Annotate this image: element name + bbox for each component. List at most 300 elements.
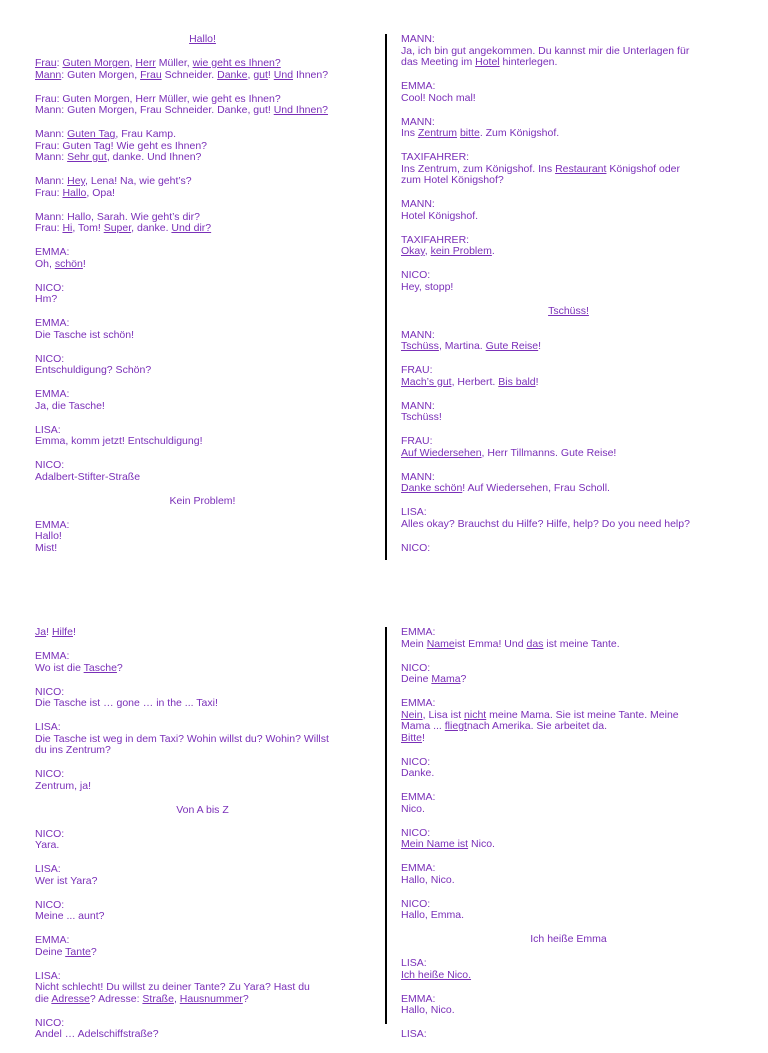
dialogue-block [35, 129, 370, 164]
dialogue-line [35, 330, 370, 342]
text-span: NICO: [35, 459, 65, 471]
text-span: EMMA: [401, 697, 436, 709]
dialogue-line [35, 745, 370, 757]
dialogue-line [401, 757, 736, 769]
vocab-link[interactable]: Danke schön [401, 482, 463, 494]
text-span: , Lena! Na, wie geht’s? [85, 175, 192, 187]
dialogue-block [35, 1018, 370, 1041]
text-span: ! [72, 626, 76, 638]
text-span: Frau: [35, 222, 63, 234]
text-span: : Guten Morgen, [61, 68, 141, 81]
text-span: MANN: [401, 33, 435, 45]
text-span: MANN: [401, 328, 435, 341]
dialogue-line [35, 283, 370, 295]
vocab-link[interactable]: schön [54, 257, 83, 270]
dialogue-block [401, 1029, 736, 1041]
text-span: Danke. [401, 767, 435, 779]
dialogue-line [35, 911, 370, 923]
text-span: Mann: Guten Morgen, Frau Schneider. Danke, gut! [35, 104, 274, 116]
dialogue-line [35, 781, 370, 793]
text-span: Hallo, Emma. [401, 909, 465, 921]
text-span: LISA: [35, 969, 61, 982]
dialogue-line [35, 472, 370, 484]
text-span: NICO: [35, 281, 65, 294]
dialogue-block [35, 900, 370, 923]
text-span: , [247, 68, 254, 81]
text-span: Oh, [35, 257, 55, 270]
vocab-link[interactable]: Super [103, 222, 132, 234]
text-span: ! [535, 375, 539, 388]
vocab-link[interactable]: das [526, 637, 544, 650]
text-span: , Herr Tillmanns. Gute Reise! [481, 446, 617, 459]
dialogue-line [35, 188, 370, 200]
dialogue-line [35, 223, 370, 235]
dialogue-block [401, 698, 736, 744]
vocab-link[interactable]: Nein [401, 708, 423, 721]
text-span: das Meeting im [401, 56, 476, 68]
dialogue-block [35, 651, 370, 674]
vocab-link[interactable]: bitte [459, 127, 480, 139]
dialogue-line [401, 1029, 736, 1041]
dialogue-block [401, 365, 736, 388]
dialogue-line [35, 663, 370, 675]
dialogue-block [401, 81, 736, 104]
text-span: Ihnen? [293, 68, 329, 81]
text-span: Nico. [401, 802, 425, 815]
text-span: die [35, 992, 52, 1005]
dialogue-block [401, 507, 736, 530]
text-span: EMMA: [401, 791, 436, 803]
text-span: Hallo, Nico. [401, 1004, 455, 1016]
vocab-link[interactable]: Gute Reise [485, 340, 539, 352]
text-span: Mein [401, 637, 427, 650]
dialogue-line [401, 483, 736, 495]
dialogue-line [35, 34, 370, 46]
text-span: Ja, die Tasche! [35, 399, 105, 412]
dialogue-block [35, 460, 370, 483]
vocab-link[interactable]: Bis bald [498, 375, 536, 388]
text-span: Cool! Noch mal! [401, 91, 476, 104]
vocab-link[interactable]: Ja [35, 626, 47, 638]
vocab-link[interactable]: Guten Tag [67, 128, 116, 140]
dialogue-line [35, 436, 370, 448]
dialogue-block [401, 270, 736, 293]
section-heading [35, 805, 370, 817]
text-span: Ins Zentrum, zum Königshof. Ins [401, 162, 556, 175]
text-span: Mama ... [401, 720, 445, 732]
dialogue-block [35, 389, 370, 412]
text-span: ? Adresse: [89, 992, 143, 1005]
text-span: , Frau Kamp. [115, 128, 177, 140]
dialogue-line [401, 543, 736, 555]
dialogue-line [35, 365, 370, 377]
vocab-link[interactable]: Name [426, 637, 455, 650]
text-span: Mann: [35, 175, 68, 187]
vocab-link[interactable]: Hausnummer [179, 992, 243, 1005]
text-span: NICO: [401, 541, 431, 554]
text-span: LISA: [35, 863, 61, 875]
text-span: , [424, 245, 431, 257]
vocab-link[interactable]: Und dir? [171, 222, 212, 234]
dialogue-block [35, 176, 370, 199]
text-span: NICO: [35, 1016, 65, 1029]
dialogue-line [35, 840, 370, 852]
text-span: Alles okay? Brauchst du Hilfe? Hilfe, help? Do you need help? [401, 517, 690, 530]
text-span: , danke. Und Ihnen? [106, 151, 202, 163]
dialogue-block [401, 436, 736, 459]
text-span: Hey, stopp! [401, 280, 454, 293]
vocab-link[interactable]: Ich heiße Nico. [401, 968, 472, 981]
dialogue-block [35, 318, 370, 341]
text-span: Müller, [155, 57, 193, 69]
dialogue-block [35, 354, 370, 377]
text-span: Frau: Guten Tag! Wie geht es Ihnen? [35, 139, 207, 152]
text-span: hinterlegen. [499, 56, 558, 68]
text-span: EMMA: [401, 862, 436, 874]
dialogue-block [35, 722, 370, 757]
dialogue-line [401, 377, 736, 389]
text-span: NICO: [35, 898, 65, 911]
text-span: FRAU: [401, 364, 433, 376]
text-span: Mann: [35, 151, 68, 163]
vocab-link[interactable]: Hallo [62, 186, 87, 199]
text-span: Ja, ich bin gut angekommen. Du kannst mir die Unterlagen für [401, 44, 690, 57]
dialogue-block [35, 687, 370, 710]
text-span: du ins Zentrum? [35, 744, 111, 756]
text-span: , danke. [131, 222, 172, 234]
dialogue-block [35, 829, 370, 852]
dialogue-line [401, 246, 736, 258]
text-span: NICO: [401, 897, 431, 910]
text-span: ist meine Tante. [543, 637, 620, 650]
text-span: Frau: [35, 186, 63, 199]
dialogue-line [401, 768, 736, 780]
text-span: Meine ... aunt? [35, 910, 105, 922]
column-divider-top [385, 34, 387, 560]
vocab-link[interactable]: Und [273, 68, 294, 81]
dialogue-block [401, 627, 736, 650]
text-span: Adalbert-Stifter-Straße [35, 470, 141, 483]
dialogue-line [35, 401, 370, 413]
dialogue-line [401, 934, 736, 946]
text-span: Zentrum, ja! [35, 779, 92, 792]
dialogue-line [401, 639, 736, 651]
text-span: Die Tasche ist weg in dem Taxi? Wohin willst du? Wohin? Willst [35, 732, 329, 745]
dialogue-block [35, 627, 370, 639]
text-span: ! [46, 626, 52, 638]
dialogue-line [35, 496, 370, 508]
dialogue-line [401, 211, 736, 223]
text-span: Kein Problem! [169, 494, 236, 507]
vocab-link[interactable]: Frau [35, 57, 57, 69]
dialogue-line [401, 839, 736, 851]
text-span: Hallo! [35, 530, 62, 542]
dialogue-block [35, 58, 370, 81]
text-span: EMMA: [401, 80, 436, 92]
dialogue-block [401, 994, 736, 1017]
text-span: , [129, 57, 136, 69]
dialogue-line [35, 294, 370, 306]
dialogue-line [401, 175, 736, 187]
dialogue-line [35, 259, 370, 271]
vocab-link[interactable]: Mann [35, 68, 62, 81]
vocab-link[interactable]: Bitte [401, 731, 423, 744]
dialogue-block [35, 769, 370, 792]
text-span: LISA: [401, 1028, 427, 1040]
text-span: , Opa! [86, 186, 115, 199]
page-1-left-column [35, 34, 370, 567]
dialogue-line [35, 531, 370, 543]
vocab-link[interactable]: Guten Morgen [62, 57, 130, 69]
dialogue-block [401, 34, 736, 69]
text-span: ? [460, 673, 467, 685]
vocab-link[interactable]: Zentrum [417, 127, 458, 139]
vocab-link[interactable]: Tschüss! [548, 304, 589, 317]
text-span: MANN: [401, 399, 435, 412]
dialogue-block [35, 971, 370, 1006]
dialogue-line [35, 698, 370, 710]
dialogue-line [401, 970, 736, 982]
dialogue-line [35, 520, 370, 532]
dialogue-line [401, 282, 736, 294]
dialogue-line [401, 93, 736, 105]
text-span: nach Amerika. Sie arbeitet da. [466, 720, 608, 732]
text-span: Schneider. [161, 68, 218, 81]
text-span: zum Hotel Königshof? [401, 174, 504, 186]
vocab-link[interactable]: Hi [62, 222, 73, 234]
dialogue-line [401, 804, 736, 816]
dialogue-block [401, 401, 736, 424]
section-heading [35, 496, 370, 508]
vocab-link[interactable]: Herr [135, 57, 156, 69]
vocab-link[interactable]: Adresse [51, 992, 90, 1005]
section-heading [401, 306, 736, 318]
dialogue-line [35, 829, 370, 841]
dialogue-block [401, 663, 736, 686]
vocab-link[interactable]: Hallo! [189, 33, 216, 45]
text-span: Mann: Hallo, Sarah. Wie geht’s dir? [35, 210, 200, 223]
text-span: TAXIFAHRER: [401, 151, 470, 163]
vocab-link[interactable]: Tschüss [401, 340, 439, 352]
dialogue-line [401, 401, 736, 413]
text-span: Ich heiße Emma [530, 933, 607, 945]
vocab-link[interactable]: Hotel [475, 56, 500, 68]
text-span: . Zum Königshof. [479, 127, 560, 139]
text-span: Tschüss! [401, 411, 442, 423]
dialogue-block [401, 958, 736, 981]
text-span: . [491, 245, 495, 257]
dialogue-line [35, 70, 370, 82]
dialogue-line [35, 994, 370, 1006]
dialogue-block [35, 247, 370, 270]
dialogue-block [401, 235, 736, 258]
dialogue-line [401, 448, 736, 460]
text-span: EMMA: [35, 317, 70, 329]
dialogue-line [35, 627, 370, 639]
vocab-link[interactable]: Mach’s gut, [401, 375, 455, 388]
vocab-link[interactable]: Tante [65, 945, 91, 958]
text-span: Hm? [35, 293, 58, 305]
dialogue-line [401, 721, 736, 733]
dialogue-line [401, 733, 736, 745]
dialogue-block [401, 117, 736, 140]
text-span: , Martina. [438, 340, 486, 352]
text-span: Mist! [35, 541, 58, 554]
text-span: NICO: [35, 827, 65, 840]
text-span: TAXIFAHRER: [401, 233, 470, 246]
vocab-link[interactable]: gut [253, 68, 268, 81]
text-span: LISA: [401, 957, 427, 969]
vocab-link[interactable]: Mama [431, 673, 461, 685]
text-span: , Tom! [72, 222, 104, 234]
text-span: FRAU: [401, 435, 433, 447]
page-2-right-column [401, 627, 736, 1053]
dialogue-line [35, 105, 370, 117]
dialogue-block [35, 520, 370, 555]
vocab-link[interactable]: wie geht es Ihnen? [192, 57, 281, 69]
vocab-link[interactable]: nicht [464, 708, 487, 721]
dialogue-line [401, 792, 736, 804]
text-span: Nico. [468, 838, 495, 850]
text-span: Hallo, Nico. [401, 873, 455, 886]
dialogue-line [401, 306, 736, 318]
column-divider-bottom [385, 627, 387, 1024]
dialogue-line [35, 876, 370, 888]
text-span: meine Mama. Sie ist meine Tante. Meine [486, 708, 679, 721]
dialogue-line [35, 1029, 370, 1041]
dialogue-line [401, 910, 736, 922]
text-span: ! [267, 68, 274, 81]
vocab-link[interactable]: Sehr gut [67, 151, 107, 163]
dialogue-block [401, 472, 736, 495]
vocab-link[interactable]: Straße [142, 992, 174, 1005]
text-span: : [56, 57, 63, 69]
text-span: Entschuldigung? Schön? [35, 364, 152, 376]
text-span: , Lisa ist [422, 708, 465, 721]
vocab-link[interactable]: Hilfe [51, 626, 73, 638]
dialogue-block [401, 330, 736, 353]
dialogue-line [401, 341, 736, 353]
text-span: NICO: [35, 768, 65, 780]
text-span: ! [82, 257, 86, 270]
text-span: LISA: [35, 721, 61, 733]
dialogue-line [401, 1005, 736, 1017]
text-span: NICO: [35, 352, 65, 365]
dialogue-block [35, 94, 370, 117]
dialogue-line [35, 152, 370, 164]
dialogue-block [35, 935, 370, 958]
vocab-link[interactable]: Okay [401, 245, 425, 257]
page-2-left-column [35, 627, 370, 1053]
text-span: Nicht schlecht! Du willst zu deiner Tante? Zu Yara? Hast du [35, 981, 310, 993]
dialogue-line [35, 947, 370, 959]
dialogue-line [35, 805, 370, 817]
text-span: ? [90, 945, 97, 958]
text-span: Yara. [35, 839, 60, 851]
text-span: Ins [401, 127, 418, 139]
vocab-link[interactable]: kein Problem [430, 245, 492, 257]
text-span: ! [422, 731, 425, 744]
vocab-link[interactable]: Danke [217, 68, 248, 81]
text-span: EMMA: [35, 934, 70, 946]
text-span: EMMA: [35, 246, 70, 258]
dialogue-block [401, 757, 736, 780]
text-span: Von A bis Z [176, 803, 229, 816]
section-heading [35, 34, 370, 46]
text-span: Emma, komm jetzt! Entschuldigung! [35, 435, 203, 447]
text-span: NICO: [401, 661, 431, 674]
dialogue-line [401, 519, 736, 531]
vocab-link[interactable]: Frau [140, 68, 162, 81]
text-span: Wo ist die [35, 661, 84, 674]
text-span: NICO: [401, 269, 431, 281]
vocab-link[interactable]: Hey [67, 175, 86, 187]
text-span: NICO: [35, 685, 65, 698]
text-span: Die Tasche ist schön! [35, 328, 135, 341]
dialogue-block [401, 828, 736, 851]
text-span: Die Tasche ist … gone … in the ... Taxi! [35, 697, 218, 709]
text-span: MANN: [401, 198, 435, 210]
text-span: MANN: [401, 470, 435, 483]
dialogue-line [401, 674, 736, 686]
text-span: LISA: [401, 506, 427, 518]
text-span: Wer ist Yara? [35, 874, 98, 887]
dialogue-block [35, 864, 370, 887]
dialogue-block [401, 199, 736, 222]
text-span: Hotel Königshof. [401, 209, 479, 222]
vocab-link[interactable]: Mein Name ist [401, 838, 469, 850]
vocab-link[interactable]: Auf Wiedersehen [401, 446, 482, 459]
vocab-link[interactable]: Und Ihnen? [273, 104, 329, 116]
text-span: ! [538, 340, 542, 352]
text-span: Frau: Guten Morgen, Herr Müller, wie geht es Ihnen? [35, 92, 281, 105]
text-span: EMMA: [401, 992, 436, 1005]
text-span: Königshof oder [606, 162, 681, 175]
text-span: EMMA: [401, 626, 436, 638]
dialogue-line [401, 128, 736, 140]
text-span: EMMA: [35, 650, 70, 662]
dialogue-block [401, 792, 736, 815]
text-span: Deine [35, 945, 66, 958]
text-span: NICO: [401, 826, 431, 839]
text-span: ? [116, 661, 123, 674]
vocab-link[interactable]: Restaurant [555, 162, 607, 175]
text-span: Herbert. [454, 375, 499, 388]
text-span: MANN: [401, 115, 435, 128]
dialogue-block [401, 543, 736, 555]
dialogue-block [401, 863, 736, 886]
text-span: EMMA: [35, 518, 70, 531]
section-heading [401, 934, 736, 946]
text-span: NICO: [401, 755, 431, 768]
text-span: ! Auf Wiedersehen, Frau Scholl. [462, 482, 610, 494]
text-span: Deine [401, 673, 432, 685]
text-span: Andel … Adelschiffstraße? [35, 1028, 159, 1040]
text-span: ? [242, 992, 249, 1005]
dialogue-line [401, 875, 736, 887]
dialogue-line [401, 412, 736, 424]
vocab-link[interactable]: Tasche [83, 661, 117, 674]
dialogue-block [35, 283, 370, 306]
text-span: , [173, 992, 180, 1005]
dialogue-line [35, 543, 370, 555]
text-span: LISA: [35, 423, 61, 436]
vocab-link[interactable]: fliegt [444, 720, 467, 732]
dialogue-block [401, 152, 736, 187]
dialogue-block [401, 899, 736, 922]
text-span: ist Emma! Und [454, 637, 527, 650]
dialogue-block [35, 425, 370, 448]
